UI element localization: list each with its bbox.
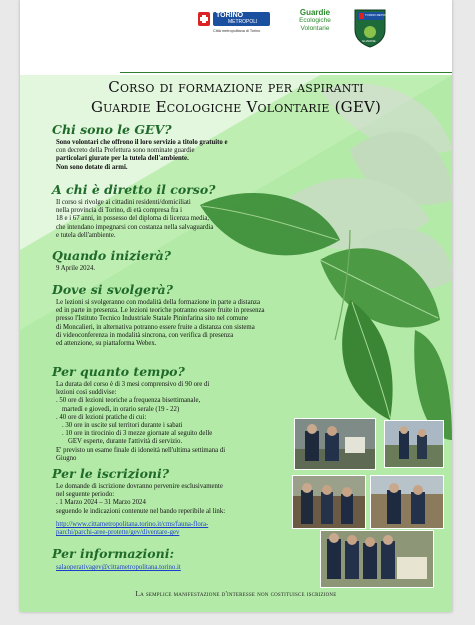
signup-link-line2[interactable]: parchi/parchi-aree-protette/gev/diventare-gev	[56, 529, 180, 537]
photo-guards-river	[370, 475, 444, 529]
duration-line-1: La durata del corso è di 3 mesi comprensivo di 90 ore di	[56, 381, 210, 388]
gev-logo-line3: Volontarie	[300, 25, 330, 32]
title-line1: Corso di formazione per aspiranti	[108, 78, 364, 96]
photo-guards-map	[320, 530, 434, 588]
heading-when: Quando inizierà?	[52, 248, 171, 263]
footer-disclaimer: La semplice manifestazione d'interesse non costituisce iscrizione	[135, 590, 337, 598]
who-line-2: con decreto della Prefettura sono nominate guardie	[56, 147, 195, 155]
where-line-1: Le lezioni si svolgeranno con modalità della formazione in parte a distanza	[56, 299, 261, 306]
duration-line-2: lezioni così suddivise:	[56, 389, 117, 397]
photo-guards-woods	[292, 475, 366, 529]
torino-logo-line2: METROPOLI	[228, 19, 258, 25]
title-line2: Guardie Ecologiche Volontarie (GEV)	[90, 98, 382, 116]
where-line-6: ed attenzione, su piattaforma Webex.	[56, 340, 157, 348]
duration-line-4: martedì e giovedì, in orario serale (19 - 22)	[62, 405, 180, 413]
info-email-link[interactable]: salaoperativagev@cittametropolitana.torino.it	[56, 564, 181, 571]
header-divider	[120, 72, 452, 73]
duration-text	[56, 381, 225, 463]
where-line-2: ed in parte in presenza. Le lezioni teoriche potranno essere fruite in presenza	[56, 307, 265, 315]
signup-text	[56, 483, 225, 516]
torino-metropoli-logo	[198, 12, 270, 36]
when-text: 9 Aprile 2024.	[56, 265, 96, 272]
duration-line-7: . 10 ore in tirocinio di 3 mezze giornate al seguito delle	[62, 430, 213, 438]
duration-line-10: Giugno	[56, 454, 77, 462]
heading-where: Dove si svolgerà?	[52, 282, 173, 297]
photo-guards-field	[294, 418, 376, 470]
duration-line-8: GEV esperte, durante l'attività di servizio.	[68, 438, 183, 446]
gev-logo-line1: Guardie	[299, 8, 331, 17]
heading-who: Chi sono le GEV?	[52, 122, 172, 137]
who-text	[56, 139, 228, 172]
target-text	[56, 199, 213, 240]
duration-line-9: E' previsto un esame finale di idoneità nell'ultima settimana di	[56, 446, 226, 454]
heading-target: A chi è diretto il corso?	[52, 182, 216, 197]
who-line-4: Non sono dotate di armi.	[56, 163, 128, 171]
heading-signup: Per le iscrizioni?	[52, 466, 170, 481]
who-line-1: Sono volontari che offrono il loro servizio a titolo gratuito e	[56, 139, 228, 146]
signup-link-line1[interactable]: http://www.cittametropolitana.torino.it/cms/fauna-flora-	[56, 521, 209, 528]
who-line-3: particolari giurate per la tutela dell'ambiente.	[56, 155, 189, 163]
badge-logo-top: TORINO METROPOLI	[365, 13, 394, 17]
heading-duration: Per quanto tempo?	[52, 364, 185, 379]
signup-line-2: nel seguente periodo:	[56, 491, 115, 499]
guardie-badge-logo	[352, 8, 394, 48]
photo-guards-lake	[384, 420, 444, 468]
target-line-4: che intendano impegnarsi con costanza nella salvaguardia	[56, 223, 214, 231]
torino-logo-caption: Città metropolitana di Torino	[213, 29, 261, 33]
gev-logo	[290, 8, 340, 44]
duration-line-3: . 50 ore di lezioni teoriche a frequenza bisettimanale,	[56, 397, 201, 405]
signup-line-3: . 1 Marzo 2024 – 31 Marzo 2024	[56, 499, 146, 507]
where-text	[56, 299, 265, 348]
where-line-3: presso l'Istituto Tecnico Industriale Statale Pininfarina sito nel comune	[56, 315, 249, 323]
badge-logo-bottom: GUARDIE	[362, 39, 376, 43]
flyer-page	[20, 0, 452, 612]
duration-line-6: . 30 ore in uscite sul territori durante i sabati	[62, 422, 183, 430]
duration-line-5: . 40 ore di lezioni pratiche di cui:	[56, 413, 147, 421]
signup-line-1: Le domande di iscrizione dovranno pervenire esclusivamente	[56, 483, 223, 490]
target-line-2: nella provincia di Torino, di età compresa fra i	[56, 207, 183, 215]
signup-line-4: seguendo le indicazioni contenute nel bando reperibile al link:	[56, 507, 226, 515]
target-line-5: e tutela dell'ambiente.	[56, 231, 116, 239]
target-line-3: 18 e i 67 anni, in possesso del diploma di licenza media,	[56, 215, 210, 223]
where-line-5: di videoconferenza in modalità sincrona, con verifica di presenza	[56, 331, 234, 339]
gev-logo-line2: Ecologiche	[299, 17, 331, 24]
heading-info: Per informazioni:	[52, 546, 175, 561]
torino-logo-line1: TORINO	[216, 12, 244, 19]
target-line-1: Il corso si rivolge ai cittadini residenti/domiciliati	[56, 199, 191, 206]
where-line-4: di Moncalieri, in alternativa potranno essere fruite a distanza con sistema	[56, 323, 255, 331]
signup-link[interactable]	[56, 521, 208, 537]
